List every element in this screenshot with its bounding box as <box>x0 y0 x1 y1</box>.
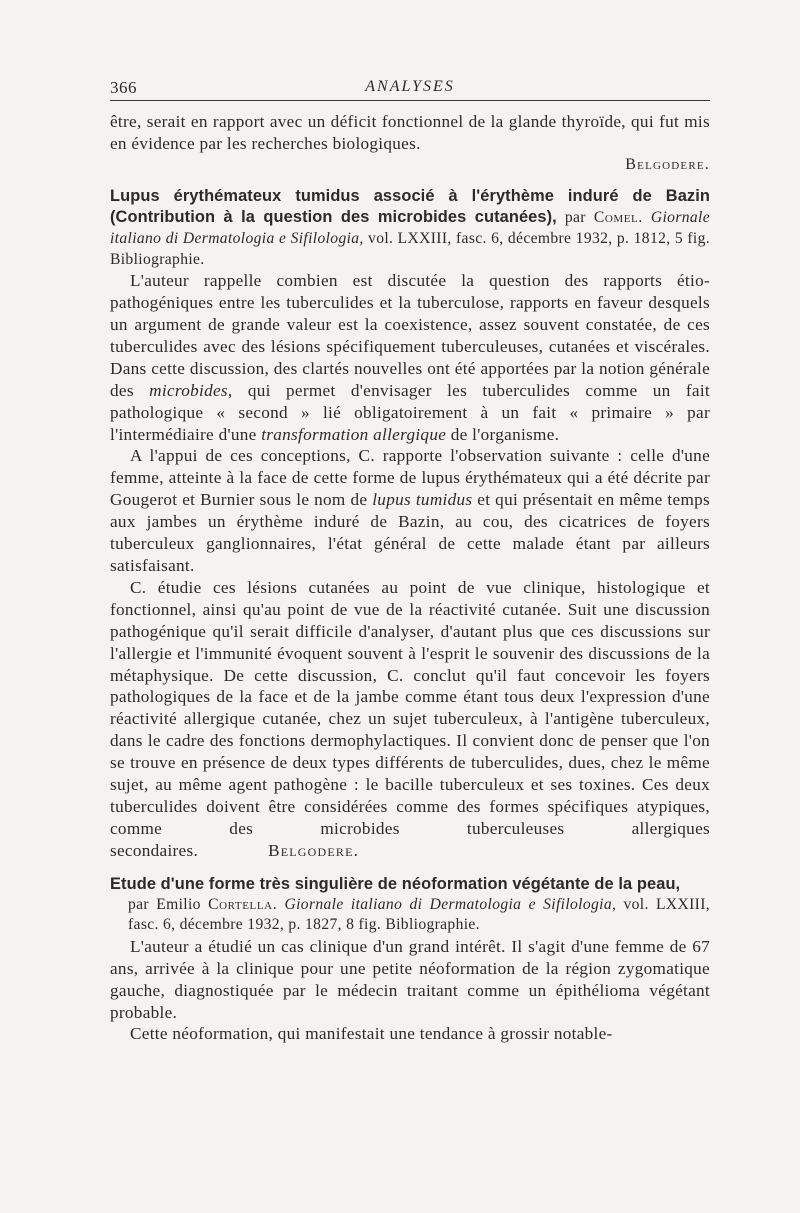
article-heading <box>110 186 710 270</box>
citation-prefix: par <box>556 209 594 227</box>
journal-name: Giornale italiano di Dermatologia e Sifilologia, <box>110 209 710 247</box>
abstract-paragraph <box>110 577 710 862</box>
abstract-text: et qui présentait en même temps aux jambes un érythème induré de Bazin, au cou, des cicatrices de foyers tuberculeux ganglionnaires, l'état général de cette malade étant par ailleurs satisfaisant. <box>110 490 710 575</box>
abstract-paragraph: L'auteur a étudié un cas clinique d'un grand intérêt. Il s'agit d'une femme de 67 ans, arrivée à la clinique pour une petite néoformation de la région zygomatique gauche, diagnostiquée par le médecin traitant comme un épithélioma végétant probable. <box>110 936 710 1022</box>
reviewer-signature: Belgodere. <box>625 155 710 173</box>
journal-name: Giornale italiano di Dermatologia e Sifilologia, <box>284 895 617 913</box>
article-neoformation <box>110 874 710 1046</box>
abstract-paragraph: Cette néoformation, qui manifestait une tendance à grossir notable- <box>130 1024 613 1044</box>
running-title: ANALYSES <box>365 78 455 95</box>
article-author: Cortella. <box>208 895 278 913</box>
abstract-emphasis: transformation allergique <box>261 424 447 444</box>
page-header <box>110 70 710 101</box>
abstract-text: A l'appui de ces conceptions, C. rapporte l'observation suivante : celle d'une femme, atteinte à la face de cette forme de lupus érythémateux qui a été décrite par Gougerot et Burnier sous le nom de <box>110 446 710 510</box>
abstract-paragraph <box>110 445 710 576</box>
journal-page <box>110 70 710 1057</box>
page-number: 366 <box>110 78 137 97</box>
abstract-text: L'auteur rappelle combien est discutée la question des rapports étio-pathogéniques entre les tuberculides et la tuberculose, rapports en faveur desquels un argument de grande valeur est la coexistence, assez souvent constatée, de ces tuberculides avec des lésions spécifiquement tuberculeuses, cutanées et viscérales. Dans cette discussion, des clartés nouvelles ont été apportées par la notion générale des <box>110 271 710 400</box>
citation-prefix: par Emilio <box>128 895 209 913</box>
article-title: Etude d'une forme très singulière de néoformation végétante de la peau, <box>110 874 681 893</box>
previous-article-continuation <box>110 111 710 174</box>
abstract-text: qui permet d'envisager les tuberculides comme un fait pathologique « second » lié obligatoirement à un fait « primaire » par l'intermédiaire d'une <box>110 380 710 444</box>
abstract-paragraph <box>110 270 710 445</box>
continuation-paragraph: être, serait en rapport avec un déficit fonctionnel de la glande thyroïde, qui fut mis en évidence par les recherches biologiques. <box>110 112 710 153</box>
abstract-text: C. étudie ces lésions cutanées au point de vue clinique, histologique et fonctionnel, ainsi qu'au point de vue de la réactivité cutanée. Suit une discussion pathogénique qu'il serait difficile d'analyser, d'autant plus que ces discussions sur l'allergie et l'immunité évoquent souvent à l'esprit le souvenir des discussions de la métaphysique. De cette discussion, C. conclut qu'il faut concevoir les foyers pathologiques de la face et de la jambe comme étant tous deux l'expression d'une réactivité allergique cutanée, chez un sujet tuberculeux, à l'antigène tuberculeux, dans le cadre des fonctions dermophylactiques. Il convient donc de penser que l'on se trouve en présence de deux types différents de tuberculides, dues, chez le même sujet, au même agent pathogène : le bacille tuberculeux et ses toxines. Ces deux tuberculides doivent être considérées comme des formes spécifiques atypiques, comme des microbides tuberculeuses allergiques secondaires. <box>110 577 710 860</box>
article-title: Lupus érythémateux tumidus associé à l'érythème induré de Bazin (Contribution à la question des microbides cutanées), <box>110 186 710 227</box>
abstract-emphasis: microbides, <box>149 380 233 400</box>
citation-details: vol. LXXIII, fasc. 6, décembre 1932, p. 1812, 5 fig. Bibliographie. <box>110 230 710 268</box>
abstract-text: de l'organisme. <box>446 424 560 444</box>
reviewer-signature: Belgodere. <box>268 840 360 860</box>
article-lupus-tumidus <box>110 186 710 862</box>
article-citation <box>110 895 710 936</box>
article-author: Comel. <box>593 209 643 227</box>
citation-details: vol. LXXIII, fasc. 6, décembre 1932, p. 1827, 8 fig. Bibliographie. <box>128 895 710 934</box>
abstract-emphasis: lupus tumidus <box>372 490 473 510</box>
